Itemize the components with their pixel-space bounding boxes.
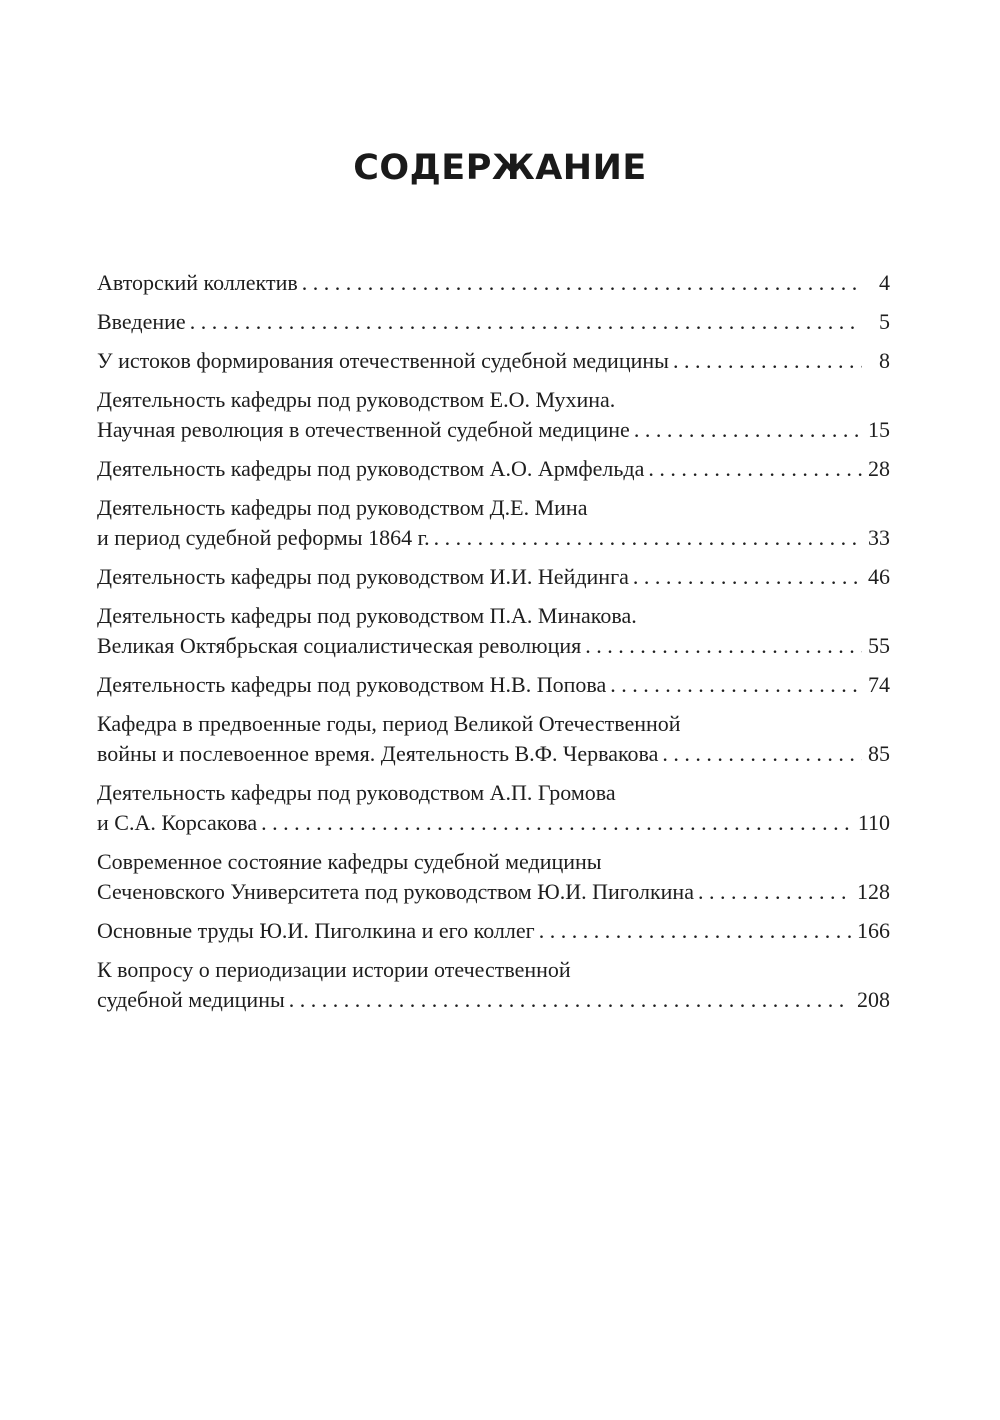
toc-entry-line [97,955,890,985]
dot-leader [289,985,851,1015]
toc-entry-text: Современное состояние кафедры судебной медицины [97,849,602,874]
toc-entry-text: Введение [97,309,186,334]
toc-entry[interactable] [97,601,890,661]
toc-page-number: 5 [879,309,890,334]
toc-entry-text: судебной медицины [97,987,285,1012]
toc-entry-text: Деятельность кафедры под руководством П.А. Минакова. [97,603,637,628]
dot-leader [261,808,852,838]
toc-entry[interactable] [97,346,890,376]
toc-entry-text: Деятельность кафедры под руководством И.И. Нейдинга [97,564,629,589]
toc-entry-text: Деятельность кафедры под руководством А.О. Армфельда [97,456,645,481]
toc-entry-text: Научная революция в отечественной судебной медицине [97,417,630,442]
toc-entry[interactable] [97,709,890,769]
toc-entry-last-line [97,877,890,907]
dot-leader [662,739,862,769]
toc-entry-text: Кафедра в предвоенные годы, период Великой Отечественной [97,711,681,736]
toc-entry-last-line [97,523,890,553]
toc-page-number: 85 [868,741,890,766]
toc-entry-text: и период судебной реформы 1864 г. [97,525,430,550]
toc-page-number: 110 [857,810,890,835]
toc-entry-last-line [97,670,890,700]
dot-leader [633,562,862,592]
dot-leader [610,670,862,700]
toc-entry[interactable] [97,268,890,298]
toc-entry-last-line [97,916,890,946]
toc-entry-line [97,385,890,415]
toc-entry-line [97,847,890,877]
toc-entry[interactable] [97,670,890,700]
toc-entry-line [97,493,890,523]
toc-page-number: 55 [868,633,890,658]
toc-entry[interactable] [97,307,890,337]
toc-entry[interactable] [97,385,890,445]
dot-leader [539,916,851,946]
toc-entry[interactable] [97,778,890,838]
toc-entry-text: Деятельность кафедры под руководством Е.О. Мухина. [97,387,616,412]
toc-entry-last-line [97,562,890,592]
toc-entry-text: и С.А. Корсакова [97,810,258,835]
dot-leader [698,877,851,907]
toc-entry-text: Сеченовского Университета под руководством Ю.И. Пиголкина [97,879,694,904]
toc-entry-last-line [97,415,890,445]
toc-entry-line [97,778,890,808]
dot-leader [302,268,862,298]
toc-entry-text: У истоков формирования отечественной судебной медицины [97,348,669,373]
toc-entry-text: Деятельность кафедры под руководством Д.Е. Мина [97,495,588,520]
toc-entry-line [97,601,890,631]
toc-entry-text: войны и послевоенное время. Деятельность В.Ф. Червакова [97,741,659,766]
dot-leader [434,523,862,553]
toc-entry[interactable] [97,955,890,1015]
toc-entry-last-line [97,268,890,298]
dot-leader [585,631,862,661]
dot-leader [634,415,862,445]
toc-entry-last-line [97,346,890,376]
toc-entry[interactable] [97,454,890,484]
toc-entry-text: Деятельность кафедры под руководством А.П. Громова [97,780,616,805]
toc-entry[interactable] [97,562,890,592]
toc-page-number: 15 [868,417,890,442]
toc-page-number: 74 [868,672,890,697]
toc-entry-last-line [97,808,890,838]
toc-entry[interactable] [97,916,890,946]
toc-entry-last-line [97,454,890,484]
page-title: СОДЕРЖАНИЕ [353,148,647,188]
toc-page-number: 4 [879,270,890,295]
toc-entry-last-line [97,985,890,1015]
toc-entry-text: Деятельность кафедры под руководством Н.В. Попова [97,672,607,697]
toc-page-number: 128 [857,879,890,904]
toc-entry-last-line [97,739,890,769]
toc-entry[interactable] [97,847,890,907]
dot-leader [648,454,862,484]
toc-entry-text: Авторский коллектив [97,270,298,295]
toc-page-number: 28 [868,456,890,481]
toc-page-number: 46 [868,564,890,589]
toc-entry[interactable] [97,493,890,553]
toc-entry-text: К вопросу о периодизации истории отечественной [97,957,571,982]
toc-page-number: 166 [857,918,890,943]
dot-leader [190,307,862,337]
toc-page-number: 8 [879,348,890,373]
toc-entry-last-line [97,307,890,337]
toc-entry-text: Основные труды Ю.И. Пиголкина и его коллег [97,918,535,943]
toc-page-number: 33 [868,525,890,550]
toc-entry-last-line [97,631,890,661]
toc-page-number: 208 [857,987,890,1012]
table-of-contents [97,268,890,1024]
toc-entry-text: Великая Октябрьская социалистическая революция [97,633,582,658]
dot-leader [673,346,862,376]
toc-entry-line [97,709,890,739]
